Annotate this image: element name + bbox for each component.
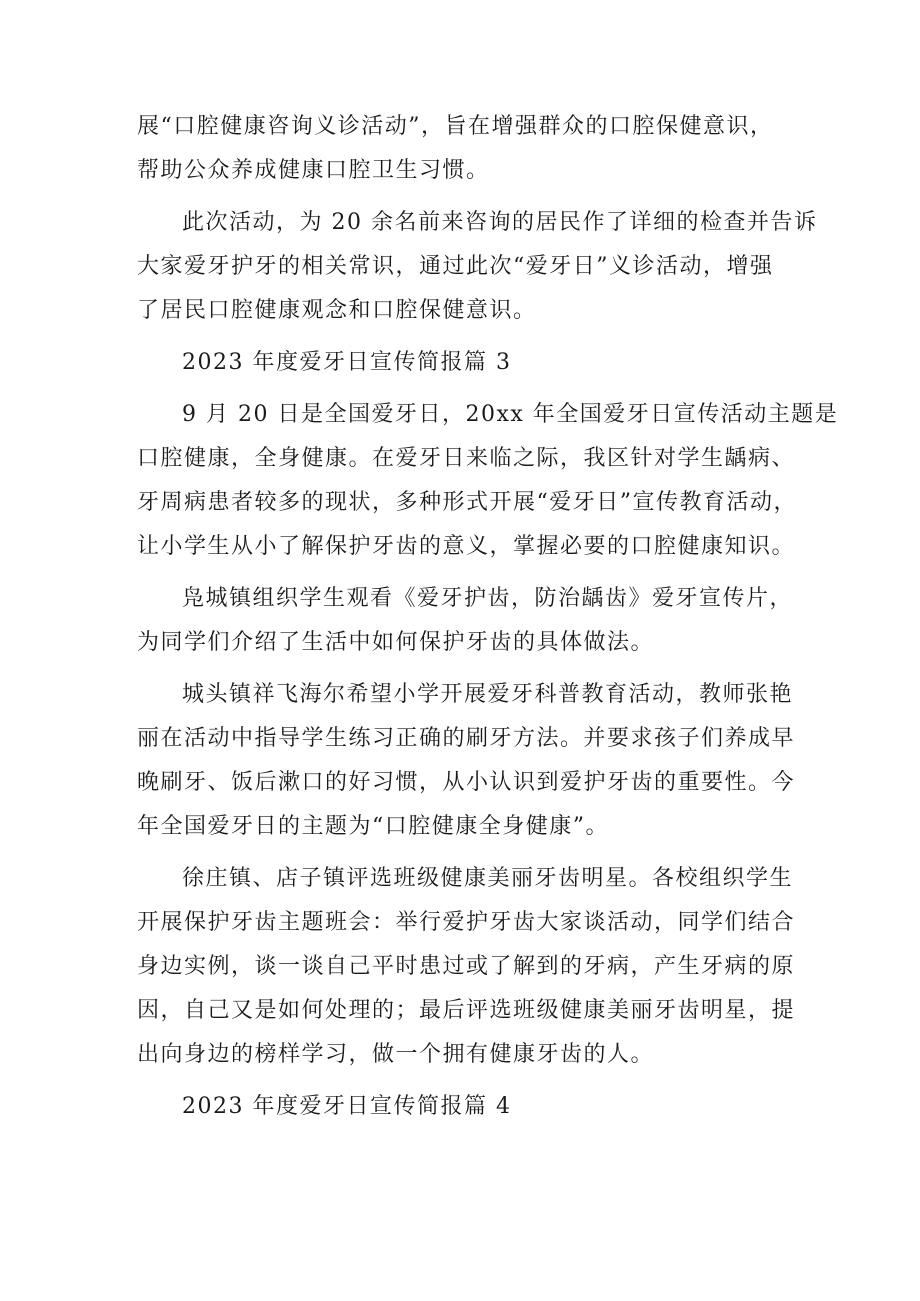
text-line: 出向身边的榜样学习，做一个拥有健康牙齿的人。 xyxy=(137,1042,655,1067)
paragraph xyxy=(137,105,797,193)
text-line: 帮助公众养成健康口腔卫生习惯。 xyxy=(137,158,490,183)
text-line: 2023 年度爱牙日宣传简报篇 3 xyxy=(182,350,512,375)
text-line: 让小学生从小了解保护牙齿的意义，掌握必要的口腔健康知识。 xyxy=(137,534,796,559)
paragraph-gap xyxy=(137,385,797,393)
text-line: 凫城镇组织学生观看《爱牙护齿，防治龋齿》爱牙宣传片， xyxy=(182,586,794,611)
text-line: 9 月 20 日是全国爱牙日，20xx 年全国爱牙日宣传活动主题是 xyxy=(182,402,839,427)
text-line: 开展保护牙齿主题班会：举行爱护牙齿大家谈活动，同学们结合 xyxy=(137,910,796,935)
document-body xyxy=(137,105,839,1129)
text-line: 为同学们介绍了生活中如何保护牙齿的具体做法。 xyxy=(137,630,655,655)
text-line: 口腔健康，全身健康。在爱牙日来临之际，我区针对学生龋病、 xyxy=(137,446,796,471)
paragraph-gap xyxy=(137,333,797,341)
text-line: 2023 年度爱牙日宣传简报篇 4 xyxy=(182,1094,512,1119)
text-line: 展“口腔健康咨询义诊活动”，旨在增强群众的口腔保健意识， xyxy=(137,114,774,139)
text-line: 大家爱牙护牙的相关常识，通过此次“爱牙日”义诊活动，增强 xyxy=(137,254,774,279)
paragraph-gap xyxy=(137,849,797,857)
paragraph-gap xyxy=(137,665,797,673)
paragraph xyxy=(137,577,797,665)
text-line: 因，自己又是如何处理的；最后评选班级健康美丽牙齿明星，提 xyxy=(137,998,796,1023)
paragraph xyxy=(137,857,797,1077)
text-line: 年全国爱牙日的主题为“口腔健康全身健康”。 xyxy=(137,814,609,839)
text-line: 此次活动，为 20 余名前来咨询的居民作了详细的检查并告诉 xyxy=(182,210,818,235)
paragraph-gap xyxy=(137,1077,797,1085)
paragraph-gap xyxy=(137,193,797,201)
paragraph xyxy=(137,673,797,849)
text-line: 晚刷牙、饭后漱口的好习惯，从小认识到爱护牙齿的重要性。今 xyxy=(137,770,796,795)
paragraph xyxy=(137,1085,797,1129)
text-line: 牙周病患者较多的现状，多种形式开展“爱牙日”宣传教育活动， xyxy=(137,490,797,515)
text-line: 徐庄镇、店子镇评选班级健康美丽牙齿明星。各校组织学生 xyxy=(182,866,794,891)
text-line: 丽在活动中指导学生练习正确的刷牙方法。并要求孩子们养成早 xyxy=(137,726,796,751)
paragraph xyxy=(137,393,839,569)
paragraph xyxy=(137,201,818,333)
text-line: 身边实例，谈一谈自己平时患过或了解到的牙病，产生牙病的原 xyxy=(137,954,796,979)
text-line: 了居民口腔健康观念和口腔保健意识。 xyxy=(137,298,537,323)
paragraph xyxy=(137,341,797,385)
text-line: 城头镇祥飞海尔希望小学开展爱牙科普教育活动，教师张艳 xyxy=(182,682,794,707)
paragraph-gap xyxy=(137,569,797,577)
